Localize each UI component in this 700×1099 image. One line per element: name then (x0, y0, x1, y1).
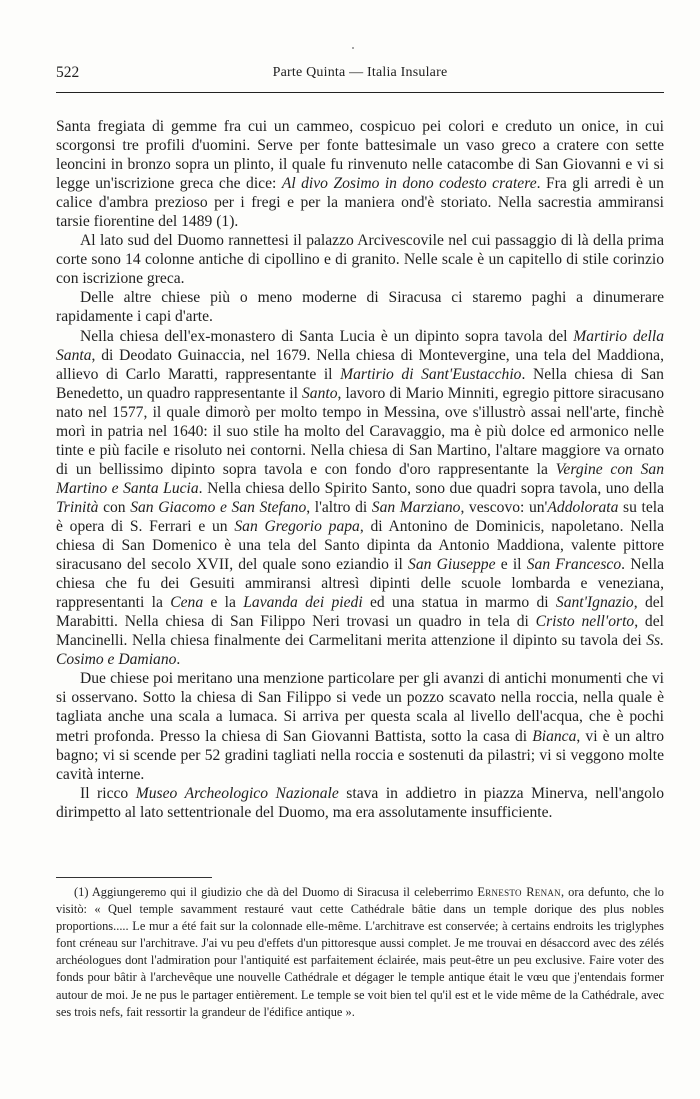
text-run: , di Antonino de Dominicis, napoletano. Nella chiesa di San Domenico è una tela del Santo dipinta da Antonio Maddiona, valente pittore siracusano del secolo XVII, del quale sono eziandio il (56, 517, 665, 574)
text-run: , del Marabitti. Nella chiesa di San Filippo Neri trovasi un quadro in tela di (56, 594, 664, 631)
italic-run: Santo (301, 384, 338, 402)
text-run: stava in addietro in piazza Minerva, nell'angolo dirimpetto al lato settentrionale del Duomo, ma era assolutamente insufficiente. (56, 784, 664, 821)
text-run: . Nella chiesa che fu dei Gesuiti ammiransi altresì dipinti delle scuole lombarda e veneziana, rappresentanti la (56, 556, 664, 612)
italic-run: San Giacomo e San Stefano (130, 498, 307, 516)
italic-run: Vergine con San Martino e Santa Lucia (56, 460, 664, 497)
italic-run: Martirio di Sant'Eustacchio (340, 365, 522, 383)
text-run: . (176, 651, 181, 669)
text-run: su tela è opera di S. Ferrari e un (56, 498, 664, 535)
footnote (56, 884, 664, 1021)
paragraph-2 (56, 231, 664, 288)
paragraph-3 (56, 288, 664, 326)
paragraph-4 (56, 327, 664, 670)
paragraph-5 (56, 669, 664, 783)
italic-run: Lavanda dei piedi (243, 594, 363, 612)
italic-run: Ss. Cosimo e Damiano (56, 632, 664, 669)
italic-run: San Gregorio papa (234, 517, 360, 535)
italic-run: Al divo Zosimo in dono codesto cratere (281, 175, 537, 193)
text-run: , ora defunto, che lo visitò: « Quel temple savamment restauré vaut cette Cathédrale bâtie dans un temple dorique des plus nobles proportions..... Le mur a été fait sur la colonnade elle-même. L'architrave est conservée; à certains endroits les triglyphes font créneau sur l'architrave. J'ai vu peu d'effets d'un pittoresque aussi complet. Je me trouvai en désaccord avec des zélés archéologues dont l'admiration pour l'antiquité est parfaitement éclairée, mais peut-être un peu exclusive. Faire voter des fonds pour bâtir à l'archevêque une nouvelle Cathédrale et dégager le temple antique était le vœu que j'entendais former autour de moi. Je ne pus le partager entièrement. Le temple se voit bien tel qu'il est et le vide même de la Cathédrale, avec ses trois nefs, fait ressortir la grandeur de l'édifice antique ». (56, 885, 665, 1019)
footnote-rule (56, 877, 212, 878)
paragraph-6 (56, 784, 664, 822)
text-run: Il ricco (80, 784, 136, 802)
italic-run: Sant'Ignazio (555, 594, 634, 612)
italic-run: Museo Archeologico Nazionale (135, 784, 339, 802)
page-speck (352, 47, 354, 49)
text-run: . Nella chiesa di San Benedetto, un quadro rappresentante il (56, 365, 664, 402)
main-text (56, 117, 664, 822)
text-run: , del Mancinelli. Nella chiesa finalmente dei Carmelitani merita attenzione il dipinto su tavola dei (56, 613, 664, 650)
author-name: Ernesto Renan (477, 885, 561, 899)
italic-run: San Francesco (526, 556, 622, 574)
text-run: Nella chiesa dell'ex-monastero di Santa Lucia è un dipinto sopra tavola del (80, 327, 574, 345)
text-run: , l'altro di (306, 498, 372, 516)
running-title: Parte Quinta — Italia Insulare (272, 65, 448, 80)
text-run: Delle altre chiese più o meno moderne di Siracusa ci staremo paghi a dinumerare rapidamente i capi d'arte. (56, 289, 664, 326)
page-header (56, 60, 664, 86)
text-run: . Fra gli arredi è un calice d'ambra prezioso per i fregi e per la maniera ond'è storiato. Nella sacrestia ammiransi tarsie fiorentine del 1489 (1). (56, 175, 664, 231)
italic-run: Martirio della Santa (56, 327, 664, 364)
text-run: e il (495, 556, 527, 574)
text-run: . Nella chiesa dello Spirito Santo, sono due quadri sopra tavola, uno della (198, 479, 664, 497)
paragraph-1 (56, 117, 664, 231)
text-run: Due chiese poi meritano una menzione particolare per gli avanzi di antichi monumenti che vi si osservano. Sotto la chiesa di San Filippo si vede un pozzo scavato nella roccia, nella quale è tagliata anche una scala a lumaca. Si arriva per questa scala al livello dell'acqua, che è pochi metri profonda. Presso la chiesa di San Giovanni Battista, sotto la casa di (56, 670, 664, 745)
header-rule (56, 92, 664, 93)
italic-run: San Giuseppe (408, 556, 496, 574)
text-run: , di Deodato Guinaccia, nel 1679. Nella chiesa di Montevergine, una tela del Maddiona, allievo di Carlo Maratti, rappresentante il (56, 346, 664, 383)
italic-run: Trinità (56, 498, 99, 516)
italic-run: San Marziano (371, 498, 461, 516)
italic-run: Cristo nell'orto (535, 613, 635, 631)
text-run: , vescovo: un' (460, 498, 548, 516)
italic-run: Addolorata (547, 498, 619, 516)
text-run: Santa fregiata di gemme fra cui un cammeo, cospicuo pei colori e creduto un onice, in cui scorgonsi tre profili d'uomini. Serve per fonte battesimale un vaso greco a cratere con sette leoncini in bronzo sopra un plinto, il quale fu rinvenuto nelle catacombe di San Giovanni e vi si legge un'iscrizione greca che dice: (56, 118, 664, 193)
page-number: 522 (56, 64, 80, 81)
text-run: , lavoro di Mario Minniti, egregio pittore siracusano nato nel 1577, il quale dimorò per molto tempo in Messina, ove s'illustrò assai nell'arte, finchè morì in patria nel 1640: il suo stile ha molto del Caravaggio, ma è più dolce ed armonico nelle tinte e più facile e risoluto nei contorni. Nella chiesa di San Martino, l'altare maggiore va ornato di un bellissimo dipinto sopra tavola e con fondo d'oro rappresentante la (56, 384, 664, 478)
italic-run: Bianca (532, 727, 577, 745)
text-run: Al lato sud del Duomo rannettesi il palazzo Arcivescovile nel cui passaggio di là della prima corte sono 14 colonne antiche di cipollino e di granito. Nelle scale è un capitello di stile corinzio con iscrizione greca. (56, 232, 664, 288)
text-run: e la (203, 594, 244, 612)
text-run: ed una statua in marmo di (362, 594, 556, 612)
italic-run: Cena (170, 594, 204, 612)
text-run: , vi è un altro bagno; vi si scende per 52 gradini tagliati nella roccia e sostenuti da pilastri; vi si veggono molte cavità interne. (56, 727, 664, 783)
text-run: con (98, 498, 131, 516)
footnote-paragraph (56, 884, 664, 1021)
text-run: (1) Aggiungeremo qui il giudizio che dà del Duomo di Siracusa il celeberrimo (74, 885, 478, 899)
